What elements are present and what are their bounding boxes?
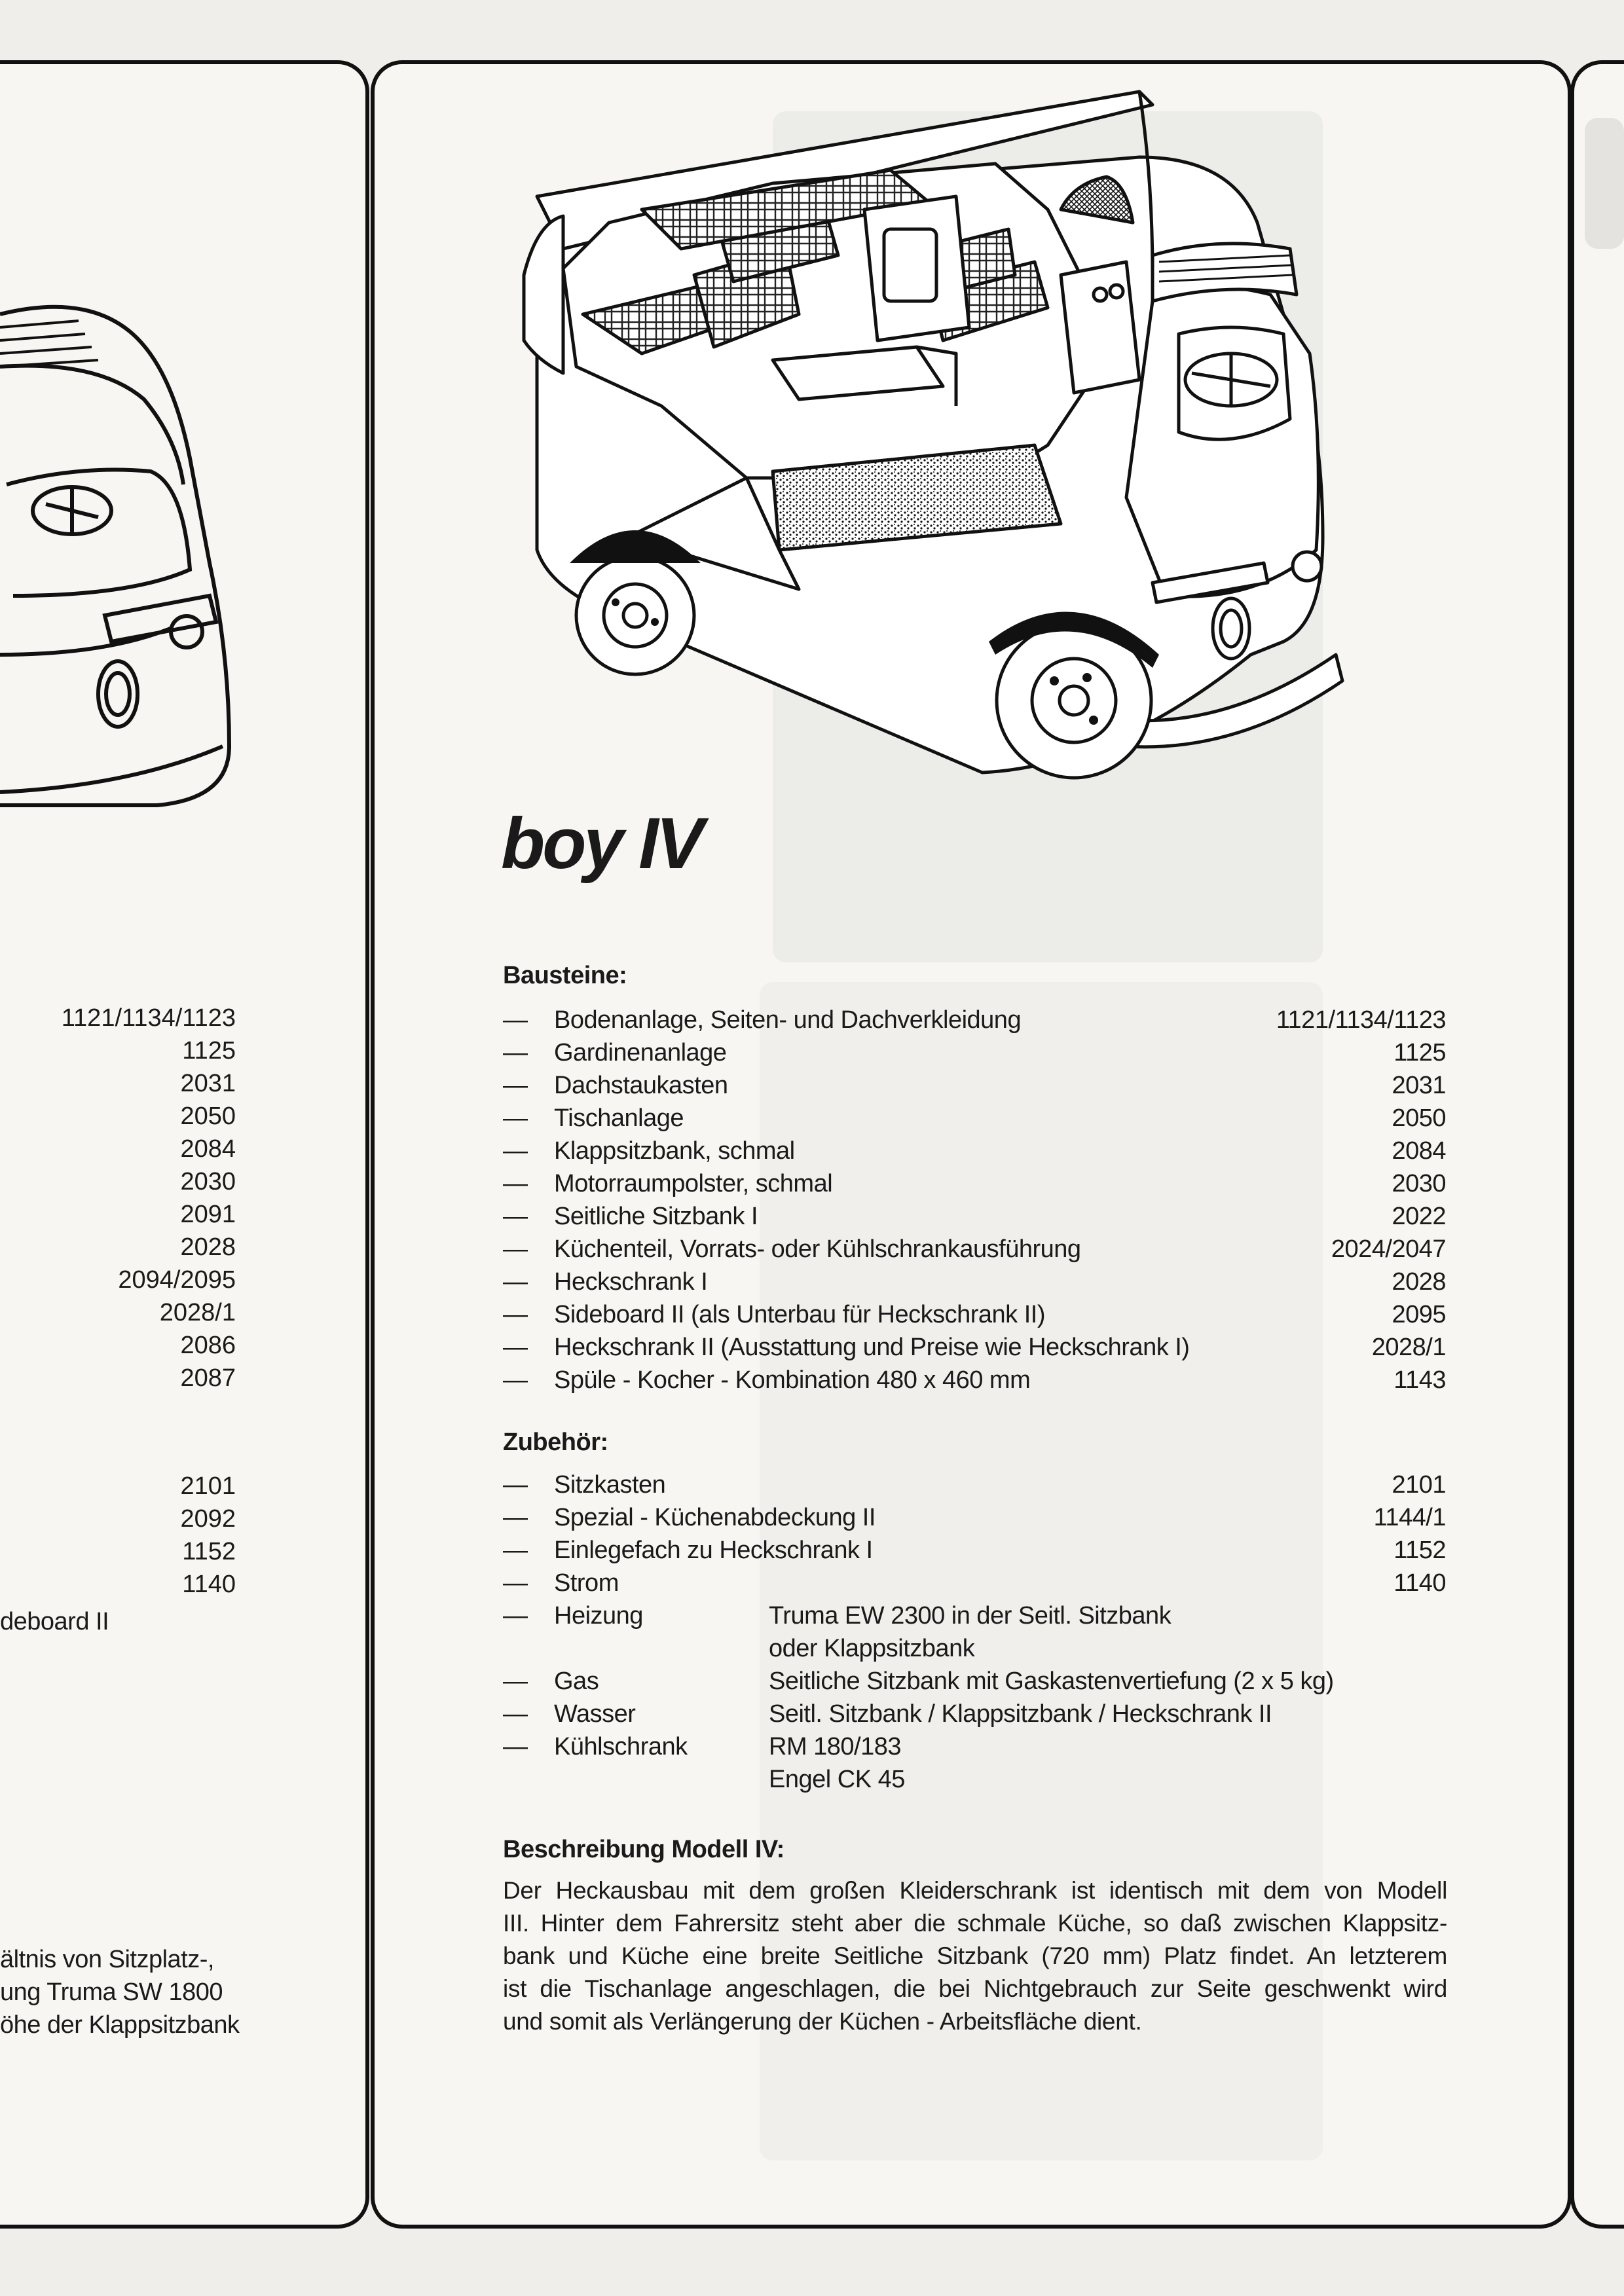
versorgung-detail: oder Klappsitzbank <box>769 1635 975 1662</box>
versorgung-list <box>503 1599 1446 1796</box>
list-dash: — <box>503 1235 528 1263</box>
list-dash: — <box>503 1301 528 1328</box>
item-label: Gardinenanlage <box>554 1039 727 1066</box>
left-page-number: 2086 <box>180 1332 236 1359</box>
baustein-row <box>503 1266 1446 1298</box>
beschreibung-line: Der Heckausbau mit dem großen Kleiderschrank ist identisch mit dem von Modell <box>503 1877 1447 1904</box>
versorgung-detail: RM 180/183 <box>769 1733 902 1760</box>
item-number: 2022 <box>1392 1203 1446 1230</box>
zubehoer-heading: Zubehör: <box>503 1429 608 1456</box>
item-label: Küchenteil, Vorrats- oder Kühlschrankausführung <box>554 1235 1081 1263</box>
list-dash: — <box>503 1569 528 1597</box>
item-label: Spezial - Küchenabdeckung II <box>554 1504 876 1531</box>
baustein-row <box>503 1233 1446 1266</box>
van-front-illustration-left <box>0 288 242 825</box>
versorgung-row <box>503 1698 1446 1730</box>
right-page-ghost-block <box>1585 118 1624 249</box>
left-page-number: 2030 <box>180 1168 236 1195</box>
item-label: Heckschrank II (Ausstattung und Preise wie Heckschrank I) <box>554 1334 1190 1361</box>
bausteine-list <box>503 1004 1446 1396</box>
item-number: 1140 <box>1393 1569 1446 1597</box>
left-page-number: 2028 <box>180 1233 236 1261</box>
baustein-row <box>503 1036 1446 1069</box>
left-page-number: 2092 <box>180 1505 236 1533</box>
list-dash: — <box>503 1039 528 1066</box>
baustein-row <box>503 1102 1446 1135</box>
item-label: Einlegefach zu Heckschrank I <box>554 1537 873 1564</box>
item-number: 2028/1 <box>1371 1334 1446 1361</box>
versorgung-row <box>503 1665 1446 1698</box>
baustein-row <box>503 1135 1446 1167</box>
list-dash: — <box>503 1334 528 1361</box>
item-number: 2101 <box>1392 1471 1446 1499</box>
left-page-number: 1125 <box>182 1037 236 1065</box>
left-page-number: 2050 <box>180 1102 236 1130</box>
versorgung-label: Kühlschrank <box>554 1733 688 1760</box>
baustein-row <box>503 1364 1446 1396</box>
item-number: 2030 <box>1392 1170 1446 1197</box>
item-label: Motorraumpolster, schmal <box>554 1170 833 1197</box>
versorgung-row <box>503 1763 1446 1796</box>
list-dash: — <box>503 1667 528 1695</box>
item-number: 2024/2047 <box>1331 1235 1446 1263</box>
list-dash: — <box>503 1471 528 1499</box>
beschreibung-line: bank und Küche eine breite Seitliche Sitzbank (720 mm) Platz findet. An letzterem <box>503 1942 1447 1969</box>
beschreibung-text <box>503 1874 1447 2038</box>
baustein-row <box>503 1167 1446 1200</box>
item-label: Bodenanlage, Seiten- und Dachverkleidung <box>554 1006 1022 1034</box>
versorgung-label: Gas <box>554 1667 599 1695</box>
list-dash: — <box>503 1170 528 1197</box>
item-number: 2050 <box>1392 1104 1446 1132</box>
left-page-number: 2031 <box>180 1070 236 1097</box>
list-dash: — <box>503 1504 528 1531</box>
bausteine-heading: Bausteine: <box>503 962 627 989</box>
item-label: Dachstaukasten <box>554 1072 728 1099</box>
list-dash: — <box>503 1203 528 1230</box>
baustein-row <box>503 1004 1446 1036</box>
list-dash: — <box>503 1733 528 1760</box>
item-number: 2031 <box>1392 1072 1446 1099</box>
list-dash: — <box>503 1700 528 1728</box>
item-label: Sideboard II (als Unterbau für Heckschrank II) <box>554 1301 1046 1328</box>
zubehoer-row <box>503 1468 1446 1501</box>
versorgung-detail: Seitl. Sitzbank / Klappsitzbank / Heckschrank II <box>769 1700 1272 1728</box>
list-dash: — <box>503 1602 528 1630</box>
left-page-number: 1140 <box>182 1571 236 1598</box>
item-label: Spüle - Kocher - Kombination 480 x 460 mm <box>554 1366 1031 1394</box>
left-page-number: 1121/1134/1123 <box>61 1004 236 1032</box>
left-page-fragment-line2: ung Truma SW 1800 <box>0 1978 223 2006</box>
item-label: Klappsitzbank, schmal <box>554 1137 795 1165</box>
versorgung-detail: Seitliche Sitzbank mit Gaskastenvertiefung (2 x 5 kg) <box>769 1667 1334 1695</box>
left-page-number: 2094/2095 <box>118 1266 236 1294</box>
item-label: Heckschrank I <box>554 1268 708 1296</box>
baustein-row <box>503 1069 1446 1102</box>
left-page-fragment-last: öhe der Klappsitzbank <box>0 2011 240 2039</box>
list-dash: — <box>503 1072 528 1099</box>
list-dash: — <box>503 1104 528 1132</box>
camper-van-cutaway-illustration <box>498 79 1434 831</box>
baustein-row <box>503 1298 1446 1331</box>
versorgung-row <box>503 1632 1446 1665</box>
list-dash: — <box>503 1006 528 1034</box>
beschreibung-line: III. Hinter dem Fahrersitz steht aber die schmale Küche, so daß zwischen Klappsitz- <box>503 1910 1447 1937</box>
versorgung-label: Wasser <box>554 1700 636 1728</box>
beschreibung-line: ist die Tischanlage angeschlagen, die bei Nichtgebrauch zur Seite geschwenkt wird <box>503 1975 1447 2002</box>
left-page-number: 2084 <box>180 1135 236 1163</box>
versorgung-detail: Truma EW 2300 in der Seitl. Sitzbank <box>769 1602 1172 1630</box>
zubehoer-row <box>503 1501 1446 1534</box>
item-label: Sitzkasten <box>554 1471 666 1499</box>
beschreibung-heading: Beschreibung Modell IV: <box>503 1836 784 1863</box>
item-label: Strom <box>554 1569 619 1597</box>
versorgung-row <box>503 1730 1446 1763</box>
list-dash: — <box>503 1137 528 1165</box>
baustein-row <box>503 1331 1446 1364</box>
left-page-number: 2101 <box>180 1472 236 1500</box>
list-dash: — <box>503 1268 528 1296</box>
item-label: Tischanlage <box>554 1104 684 1132</box>
beschreibung-line: und somit als Verlängerung der Küchen - Arbeitsfläche dient. <box>503 2008 1142 2035</box>
versorgung-label: Heizung <box>554 1602 643 1630</box>
item-number: 1125 <box>1393 1039 1446 1066</box>
list-dash: — <box>503 1366 528 1394</box>
item-number: 1152 <box>1393 1537 1446 1564</box>
baustein-row <box>503 1200 1446 1233</box>
left-page-fragment-line1: ältnis von Sitzplatz-, <box>0 1946 214 1973</box>
model-title: boy IV <box>501 803 702 884</box>
item-number: 1121/1134/1123 <box>1276 1006 1446 1034</box>
item-number: 2028 <box>1392 1268 1446 1296</box>
left-page-number: 2091 <box>180 1201 236 1228</box>
list-dash: — <box>503 1537 528 1564</box>
left-page-fragment-sideboard: deboard II <box>0 1608 109 1635</box>
left-page-number: 1152 <box>182 1538 236 1565</box>
zubehoer-list <box>503 1468 1446 1599</box>
left-page-number: 2087 <box>180 1364 236 1392</box>
item-number: 1143 <box>1393 1366 1446 1394</box>
item-number: 2095 <box>1392 1301 1446 1328</box>
left-page-number: 2028/1 <box>159 1299 236 1326</box>
versorgung-row <box>503 1599 1446 1632</box>
versorgung-detail: Engel CK 45 <box>769 1766 905 1793</box>
zubehoer-row <box>503 1534 1446 1567</box>
zubehoer-row <box>503 1567 1446 1599</box>
item-number: 2084 <box>1392 1137 1446 1165</box>
item-number: 1144/1 <box>1373 1504 1446 1531</box>
right-page-panel <box>1570 60 1624 2229</box>
item-label: Seitliche Sitzbank I <box>554 1203 758 1230</box>
